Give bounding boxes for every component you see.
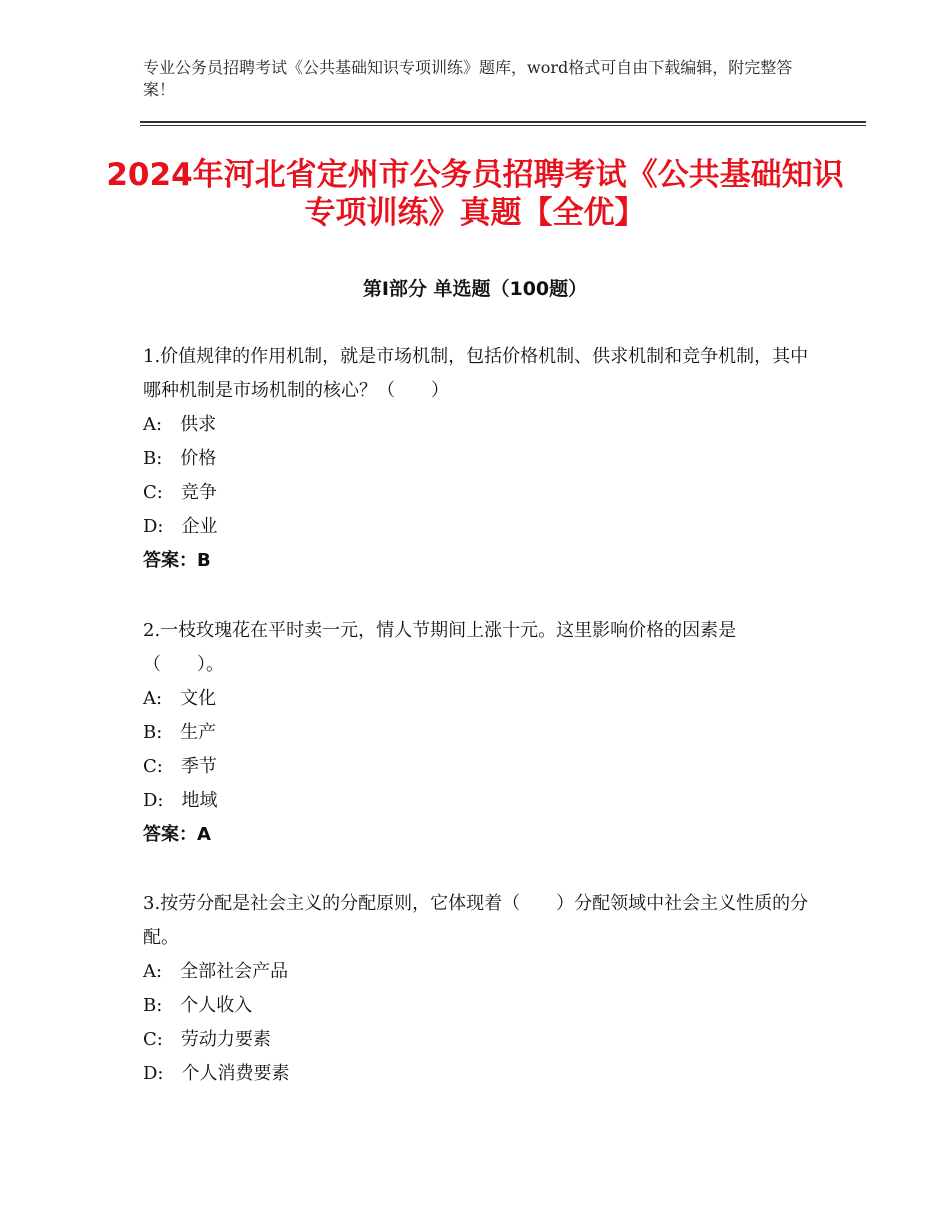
option-b: B: 价格	[143, 448, 217, 469]
question-3	[143, 887, 813, 1091]
answer: 答案：B	[143, 550, 211, 571]
option-d: D: 企业	[143, 516, 218, 537]
option-b: B: 个人收入	[143, 995, 253, 1016]
option-c: C: 季节	[143, 756, 217, 777]
question-stem: 2.一枝玫瑰花在平时卖一元，情人节期间上涨十元。这里影响价格的因素是（ ）。	[143, 620, 737, 675]
option-d: D: 地域	[143, 790, 218, 811]
option-a: A: 供求	[143, 414, 217, 435]
section-heading: 第Ⅰ部分 单选题（100题）	[362, 278, 588, 300]
option-a: A: 全部社会产品	[143, 961, 289, 982]
header-rule-thick	[140, 121, 866, 123]
document-title: 2024年河北省定州市公务员招聘考试《公共基础知识专项训练》真题【全优】	[106, 157, 844, 231]
option-a: A: 文化	[143, 688, 217, 709]
question-1	[143, 340, 813, 578]
question-stem: 1.价值规律的作用机制，就是市场机制，包括价格机制、供求机制和竞争机制，其中哪种机制是市场机制的核心？（ ）	[143, 346, 809, 401]
answer: 答案：A	[143, 824, 211, 845]
question-stem: 3.按劳分配是社会主义的分配原则，它体现着（ ）分配领域中社会主义性质的分配。	[143, 893, 809, 948]
header-rule-thin	[140, 125, 866, 126]
header-note: 专业公务员招聘考试《公共基础知识专项训练》题库，word格式可自由下载编辑，附完整答案！	[143, 58, 793, 99]
option-b: B: 生产	[143, 722, 217, 743]
option-c: C: 竞争	[143, 482, 217, 503]
option-c: C: 劳动力要素	[143, 1029, 271, 1050]
option-d: D: 个人消费要素	[143, 1063, 290, 1084]
question-2	[143, 614, 813, 852]
